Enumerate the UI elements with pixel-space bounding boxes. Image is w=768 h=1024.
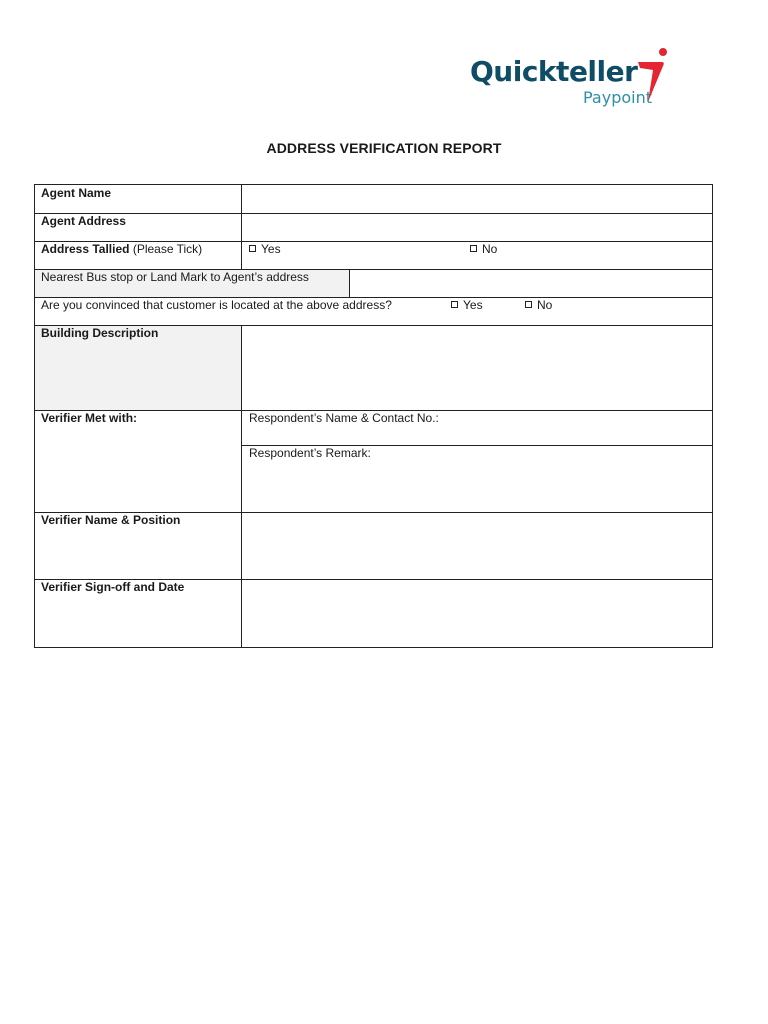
please-tick-note: (Please Tick) — [132, 242, 203, 256]
building-description-label: Building Description — [41, 326, 159, 340]
tallied-no-label: No — [482, 242, 498, 256]
tallied-yes-label: Yes — [261, 242, 281, 256]
bus-stop-field[interactable] — [350, 270, 712, 297]
respondent-name-label[interactable]: Respondent’s Name & Contact No.: — [249, 411, 439, 425]
bus-stop-label: Nearest Bus stop or Land Mark to Agent’s address — [41, 270, 309, 284]
convinced-no-label: No — [537, 298, 553, 312]
logo-brand-text: Quickteller — [470, 55, 638, 88]
logo-mark-icon — [632, 46, 672, 106]
logo-sub-text: Paypoint — [583, 88, 653, 107]
agent-name-field[interactable] — [242, 186, 712, 213]
verifier-sign-label: Verifier Sign-off and Date — [41, 580, 185, 594]
quickteller-paypoint-logo — [466, 44, 680, 112]
checkbox-icon[interactable] — [470, 245, 477, 252]
tallied-no-option[interactable] — [470, 242, 497, 256]
verifier-name-label: Verifier Name & Position — [41, 513, 181, 527]
agent-name-label: Agent Name — [41, 186, 112, 200]
agent-address-label: Agent Address — [41, 214, 126, 228]
address-tallied-label-group — [41, 242, 202, 256]
tallied-yes-option[interactable] — [249, 242, 281, 256]
agent-address-field[interactable] — [242, 214, 712, 241]
checkbox-icon[interactable] — [451, 301, 458, 308]
address-tallied-label: Address Tallied — [41, 242, 130, 256]
convinced-yes-label: Yes — [463, 298, 483, 312]
convinced-no-option[interactable] — [525, 298, 552, 312]
report-title: ADDRESS VERIFICATION REPORT — [266, 140, 502, 156]
checkbox-icon[interactable] — [249, 245, 256, 252]
verifier-sign-field[interactable] — [242, 580, 712, 647]
respondent-remark-label[interactable]: Respondent’s Remark: — [249, 446, 371, 460]
building-description-field[interactable] — [242, 326, 712, 410]
verification-form — [34, 184, 713, 648]
verifier-name-field[interactable] — [242, 513, 712, 579]
convinced-question: Are you convinced that customer is located at the above address? — [41, 298, 392, 312]
checkbox-icon[interactable] — [525, 301, 532, 308]
verifier-met-label: Verifier Met with: — [41, 411, 138, 425]
convinced-yes-option[interactable] — [451, 298, 483, 312]
